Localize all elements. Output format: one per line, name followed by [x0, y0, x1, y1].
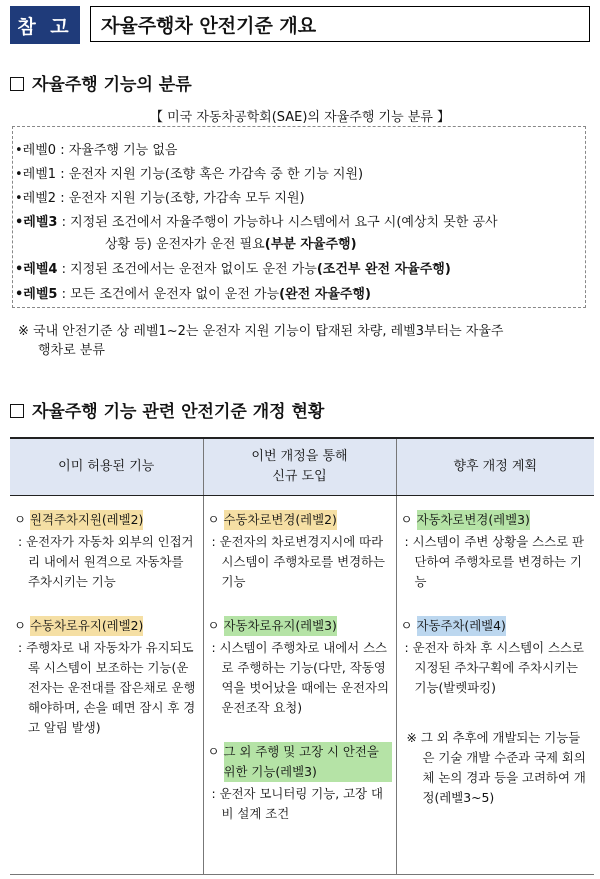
- level-5: •레벨5 : 모든 조건에서 운전자 없이 운전 가능(완전 자율주행): [15, 287, 371, 302]
- feature-item: ㅇ 자동차로유지(레벨3) : 시스템이 주행차로 내에서 스스로 주행하는 기능(다만, 작동영역을 벗어났을 때에는 운전자의 운전조작 요청): [207, 618, 389, 715]
- header-future: 향후 개정 계획: [396, 438, 594, 496]
- page-header: [10, 6, 592, 44]
- level-1: •레벨1 : 운전자 지원 기능(조향 혹은 가감속 중 한 기능 지원): [15, 167, 364, 182]
- square-outline-icon: [10, 77, 24, 91]
- col-new: [203, 496, 396, 875]
- col-allowed: [10, 496, 203, 875]
- level-3: •레벨3 : 지정된 조건에서 자율주행이 가능하나 시스템에서 요구 시(예상치 못한 공사: [15, 215, 498, 230]
- section-title-classification: 자율주행 기능의 분류: [10, 70, 192, 95]
- future-note: ※ 그 외 추후에 개발되는 기능들은 기술 개발 수준과 국제 회의체 논의 경과 등을 고려하여 개정(레벨3~5): [406, 730, 586, 805]
- col-future: [396, 496, 594, 875]
- level-0: •레벨0 : 자율주행 기능 없음: [15, 143, 178, 158]
- feature-item: ㅇ 수동차로유지(레벨2) : 주행차로 내 자동차가 유지되도록 시스템이 보조하는 기능(운전자는 운전대를 잡은채로 운행해야하며, 손을 떼면 잠시 후 경고 알림 발생): [14, 618, 196, 735]
- revision-table: [10, 437, 594, 875]
- square-outline-icon: [10, 404, 24, 418]
- sae-levels-box: [12, 126, 586, 308]
- header-allowed: 이미 허용된 기능: [10, 438, 203, 496]
- level-3-continued: 상황 등) 운전자가 운전 필요(부분 자율주행): [105, 237, 357, 252]
- sae-caption: 【 미국 자동차공학회(SAE)의 자율주행 기능 분류 】: [149, 110, 451, 125]
- level-4: •레벨4 : 지정된 조건에서는 운전자 없이도 운전 가능(조건부 완전 자율주행): [15, 262, 451, 277]
- feature-item: ㅇ 자동차로변경(레벨3) : 시스템이 주변 상황을 스스로 판단하여 주행차로를 변경하는 기능: [400, 512, 584, 589]
- section-title-revision: 자율주행 기능 관련 안전기준 개정 현황: [10, 397, 324, 422]
- feature-item: ㅇ 수동차로변경(레벨2) : 운전자의 차로변경지시에 따라 시스템이 주행차로를 변경하는 기능: [207, 512, 385, 589]
- domestic-standard-note: ※ 국내 안전기준 상 레벨1~2는 운전자 지원 기능이 탑재된 차량, 레벨3부터는 자율주 행차로 분류: [18, 324, 504, 358]
- feature-item: ㅇ 그 외 주행 및 고장 시 안전을 위한 기능(레벨3) : 운전자 모니터링 기능, 고장 대비 설계 조건: [208, 742, 392, 824]
- reference-tag: 참 고: [10, 6, 80, 44]
- page-title: 자율주행차 안전기준 개요: [90, 6, 590, 42]
- header-new: 이번 개정을 통해 신규 도입: [203, 438, 396, 496]
- level-2: •레벨2 : 운전자 지원 기능(조향, 가감속 모두 지원): [15, 191, 305, 206]
- feature-item: ㅇ 원격주차지원(레벨2) : 운전자가 자동차 외부의 인접거리 내에서 원격으로 자동차를 주차시키는 기능: [14, 512, 194, 589]
- feature-item: ㅇ 자동주차(레벨4) : 운전자 하차 후 시스템이 스스로 지정된 주차구획에 주차시키는 기능(발렛파킹): [400, 618, 584, 695]
